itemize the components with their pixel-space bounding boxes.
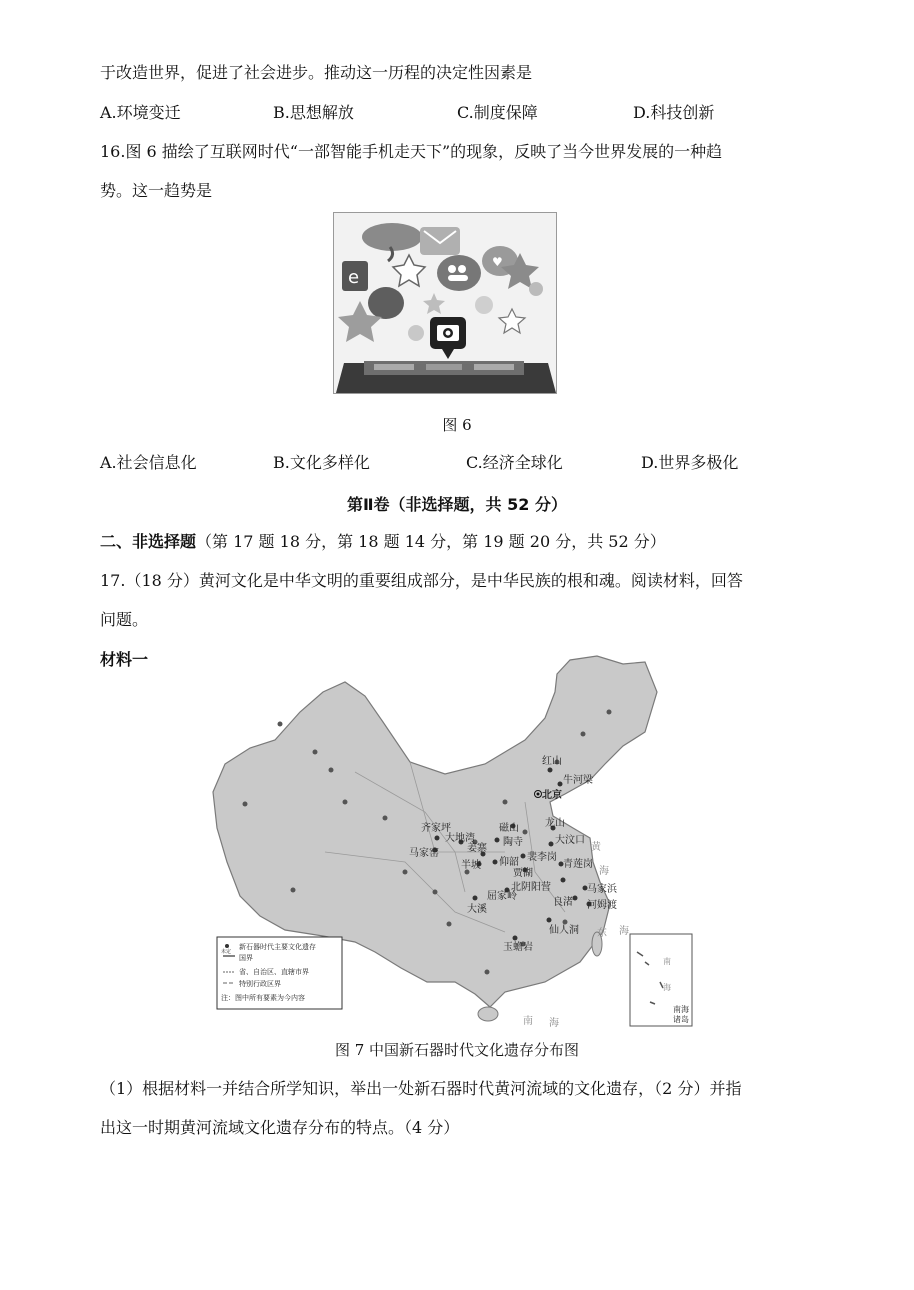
svg-text:♥: ♥ [492,255,503,269]
sea-label-dong-hai: 海 [619,926,629,937]
q15-option-a: A.环境变迁 [100,103,181,122]
site-liangzhu: 良渚 [553,897,573,908]
legend-sites: 新石器时代主要文化遗存 [239,943,316,951]
site-qijiaping: 齐家坪 [421,823,451,834]
q16-option-c: C.经济全球化 [466,453,563,472]
legend-undetermined: 未定 [221,949,232,955]
q17-sub1-line1: （1）根据材料一并结合所学知识，举出一处新石器时代黄河流域的文化遗存，（2 分）并指 [100,1079,742,1098]
sea-label-nan: 南 [523,1016,533,1027]
site-longshan: 龙山 [545,818,565,829]
q16-option-a: A.社会信息化 [100,453,197,472]
q15-option-c: C.制度保障 [457,103,538,122]
site-qinglian-gang: 青莲岗 [563,859,593,870]
svg-text:e: e [348,267,360,288]
site-yangshao: 仰韶 [499,857,519,868]
site-niuheliang: 牛河梁 [563,775,593,786]
inset-label-nan: 南 [663,957,671,966]
site-xianrendong: 仙人洞 [549,925,579,936]
site-jiangzhai: 姜寨 [467,843,487,854]
q17-sub1-line2: 出这一时期黄河流域文化遗存分布的特点。（4 分） [100,1118,460,1137]
site-dawenkou: 大汶口 [555,835,585,846]
site-beijing: 北京 [542,790,562,801]
figure-7-caption: 图 7 中国新石器时代文化遗存分布图 [334,1041,580,1059]
site-peiligang: 裴李岗 [527,852,557,863]
sea-label-nan-hai: 海 [549,1018,559,1029]
site-hemudu: 河姆渡 [587,900,617,911]
section-heading [100,532,666,552]
q17-stem-line1: 17.（18 分）黄河文化是中华文明的重要组成部分，是中华民族的根和魂。阅读材料，回答 [100,571,743,590]
figure-6-caption: 图 6 [442,416,472,434]
q16-option-b: B.文化多样化 [273,453,370,472]
site-cishan: 磁山 [499,823,519,834]
legend-sar-border: 特别行政区界 [239,980,281,988]
legend-note: 注：图中所有要素为今内容 [221,994,305,1002]
q15-stem-tail: 于改造世界，促进了社会进步。推动这一历程的决定性因素是 [100,63,533,82]
site-majiabang: 马家浜 [587,884,617,895]
figure-7-neolithic-map [205,652,705,1032]
site-daxi: 大溪 [467,904,487,915]
inset-label-hai: 海 [663,983,671,992]
legend-national-border: 国界 [239,954,253,962]
figure-6-smartphone-illustration [333,212,557,394]
q15-option-b: B.思想解放 [273,103,354,122]
inset-label-nanhai: 南海 [673,1005,689,1014]
site-hongshan: 红山 [542,756,562,767]
q15-option-d: D.科技创新 [633,103,715,122]
q16-stem-line1: 16.图 6 描绘了互联网时代“一部智能手机走天下”的现象，反映了当今世界发展的一种趋 [100,142,723,161]
section-heading-bold: 二、非选择题 [100,532,197,551]
site-qujialing: 屈家岭 [487,891,517,902]
section-heading-rest: （第 17 题 18 分，第 18 题 14 分，第 19 题 20 分，共 52 分） [196,532,666,551]
part-2-title: 第Ⅱ卷（非选择题，共 52 分） [347,495,567,514]
q17-stem-line2: 问题。 [100,610,149,629]
sea-label-huang: 黄 [591,842,601,853]
legend-province-border: 省、自治区、直辖市界 [239,968,309,976]
inset-label-zhudao: 诸岛 [673,1015,689,1024]
site-dadiwan: 大地湾 [445,833,475,844]
site-jiahu: 贾湖 [513,868,533,879]
site-beiyinyangying: 北阴阳营 [511,882,551,893]
q16-stem-line2: 势。这一趋势是 [100,181,213,200]
site-taosi: 陶寺 [503,837,523,848]
q16-option-d: D.世界多极化 [641,453,739,472]
sea-label-dong: 东 [597,928,607,939]
site-majiayao: 马家窑 [409,848,439,859]
site-banpo: 半坡 [461,860,481,871]
sea-label-huang-hai: 海 [599,866,609,877]
material-one-label: 材料一 [100,650,149,669]
site-yuchanyan: 玉蟾岩 [503,942,533,953]
